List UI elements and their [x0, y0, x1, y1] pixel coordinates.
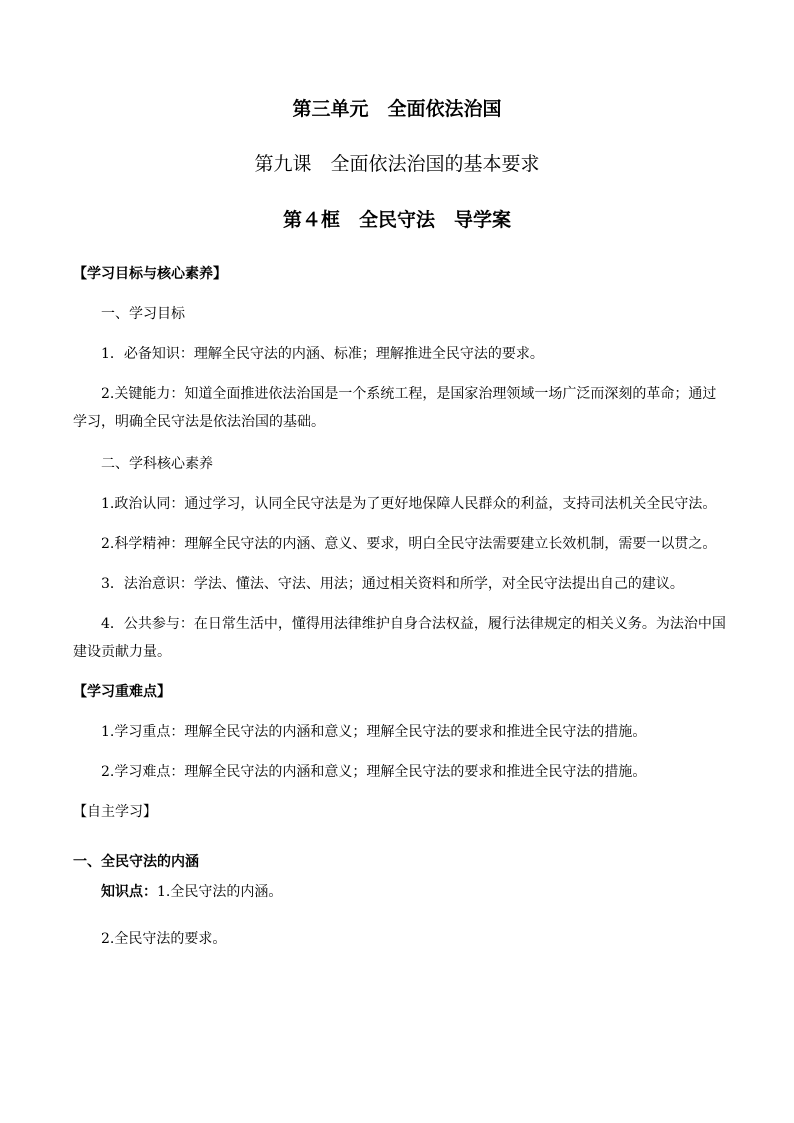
knowledge-point-line: [101, 882, 282, 902]
keypoints-heading: 【学习重难点】: [73, 684, 171, 700]
goals-heading: 【学习目标与核心素养】: [73, 266, 227, 282]
lesson-title: 第九课 全面依法治国的基本要求: [254, 153, 540, 175]
goals-subheading-2: 二、学科核心素养: [101, 456, 213, 472]
unit-title: 第三单元 全面依法治国: [292, 98, 502, 120]
goal-item-2-line-1: 2.关键能力：知道全面推进依法治国是一个系统工程，是国家治理领域一场广泛而深刻的革命；通过: [101, 386, 717, 402]
keypoint-item-1: 1.学习重点：理解全民守法的内涵和意义；理解全民守法的要求和推进全民守法的措施。: [101, 724, 647, 740]
selfstudy-heading: 【自主学习】: [73, 804, 157, 820]
goal-item-2-line-2: 学习，明确全民守法是依法治国的基础。: [73, 414, 325, 430]
section-1-title: 一、全民守法的内涵: [73, 854, 199, 870]
goals-subheading-1: 一、学习目标: [101, 306, 185, 322]
keypoint-item-2: 2.学习难点：理解全民守法的内涵和意义；理解全民守法的要求和推进全民守法的措施。: [101, 764, 647, 780]
frame-title: 第４框 全民守法 导学案: [282, 209, 511, 231]
knowledge-point-item-1: 1.全民守法的内涵。: [157, 884, 283, 900]
core-item-3: 3．法治意识：学法、懂法、守法、用法；通过相关资料和所学，对全民守法提出自己的建议。: [101, 576, 684, 592]
goal-item-1: 1．必备知识：理解全民守法的内涵、标准；理解推进全民守法的要求。: [101, 346, 544, 362]
knowledge-point-label: 知识点：: [101, 884, 157, 900]
core-item-4-line-2: 建设贡献力量。: [73, 644, 171, 660]
knowledge-point-item-2: 2.全民守法的要求。: [101, 931, 227, 947]
core-item-1: 1.政治认同：通过学习，认同全民守法是为了更好地保障人民群众的利益，支持司法机关全民守法。: [101, 496, 717, 512]
core-item-2: 2.科学精神：理解全民守法的内涵、意义、要求，明白全民守法需要建立长效机制，需要一以贯之。: [101, 536, 717, 552]
core-item-4-line-1: 4．公共参与：在日常生活中，懂得用法律维护自身合法权益，履行法律规定的相关义务。为法治中国: [101, 616, 726, 632]
